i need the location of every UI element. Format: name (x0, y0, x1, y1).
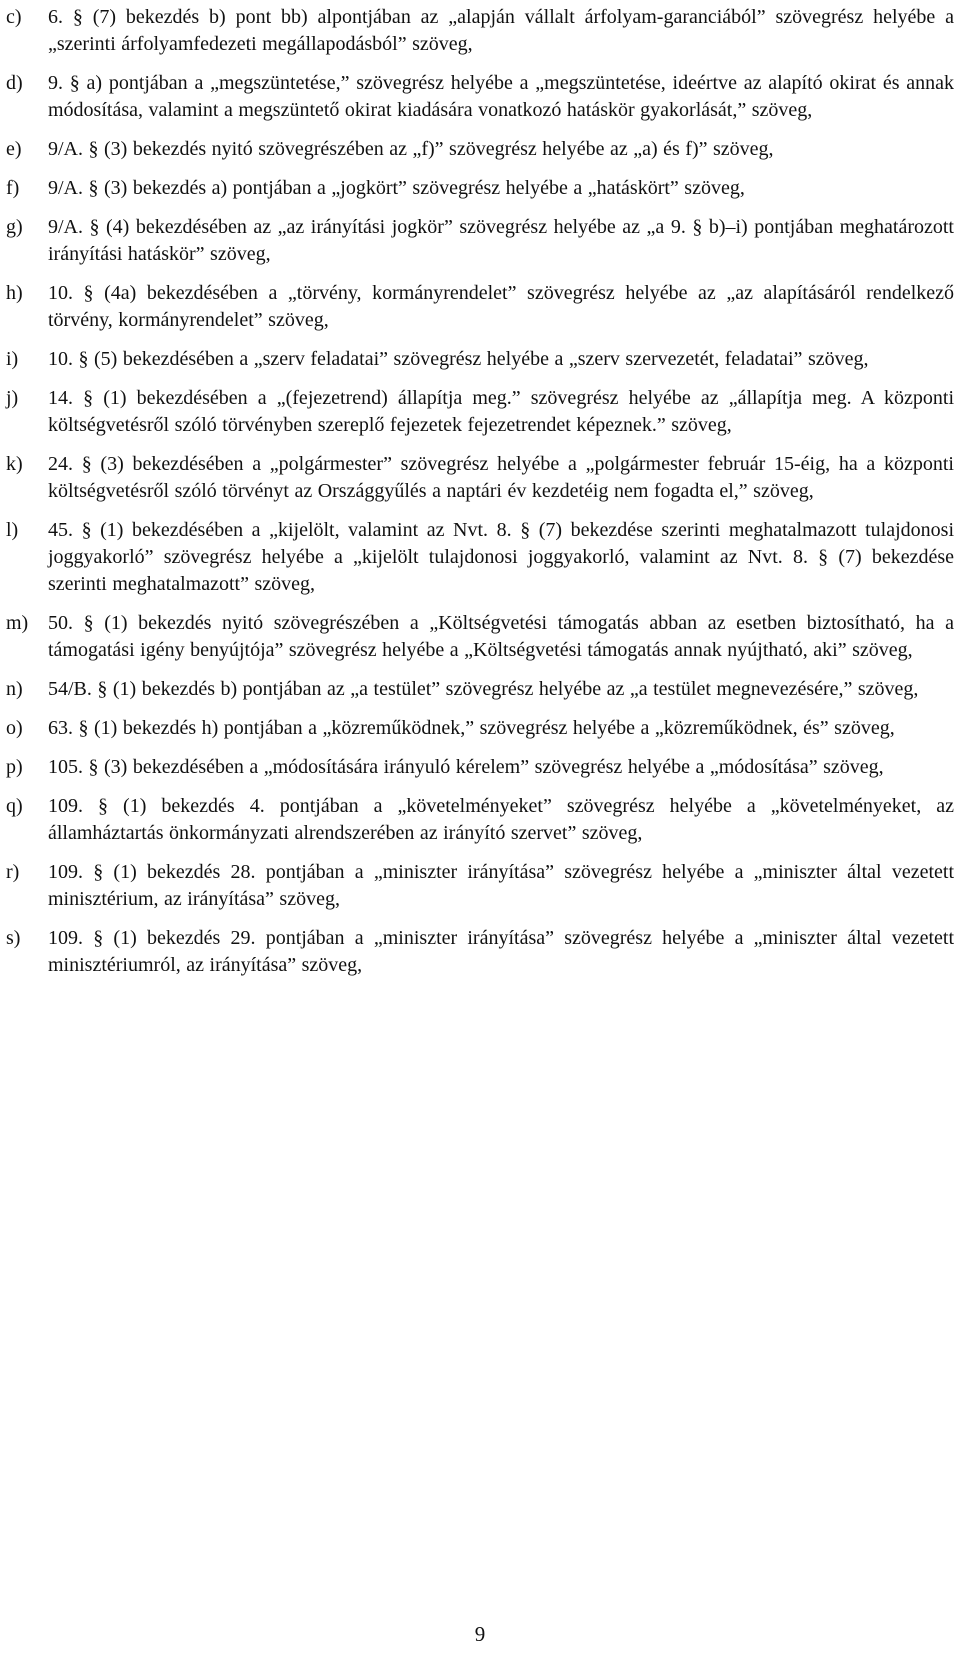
list-item (6, 451, 954, 505)
list-item (6, 214, 954, 268)
list-item-text: 50. § (1) bekezdés nyitó szövegrészében a „Költségvetési támogatás abban az esetben biztosítható, ha a támogatási igény benyújtója” szövegrész helyébe a „Költségvetési támogatás annak nyújtható, aki” szöveg, (48, 612, 954, 661)
list-item (6, 517, 954, 598)
list-item-marker: f) (6, 177, 20, 199)
list-item-text: 109. § (1) bekezdés 29. pontjában a „miniszter irányítása” szövegrész helyébe a „miniszter által vezetett minisztériumról, az irányítása” szöveg, (48, 927, 954, 976)
list-item-marker: p) (6, 756, 23, 778)
list-item-text: 109. § (1) bekezdés 28. pontjában a „miniszter irányítása” szövegrész helyébe a „miniszter által vezetett minisztérium, az irányítása” szöveg, (48, 861, 954, 910)
list-item (6, 4, 954, 58)
list-item-marker: g) (6, 216, 23, 238)
list-item-text: 63. § (1) bekezdés h) pontjában a „közreműködnek,” szövegrész helyébe a „közreműködnek, és” szöveg, (48, 717, 895, 739)
list-item-marker: n) (6, 678, 23, 700)
list-item-marker: s) (6, 927, 21, 949)
page-number: 9 (474, 1622, 486, 1646)
list-item-text: 10. § (5) bekezdésében a „szerv feladatai” szövegrész helyébe a „szerv szervezetét, feladatai” szöveg, (48, 348, 869, 370)
list-item (6, 280, 954, 334)
list-item (6, 859, 954, 913)
list-item-marker: o) (6, 717, 23, 739)
list-item-marker: m) (6, 612, 29, 634)
list-item-marker: h) (6, 282, 23, 304)
document-page (6, 0, 954, 991)
list-item-marker: k) (6, 453, 23, 475)
list-item-marker: q) (6, 795, 23, 817)
list-item (6, 793, 954, 847)
list-item-marker: r) (6, 861, 20, 883)
list-item-marker: c) (6, 6, 22, 28)
list-item (6, 70, 954, 124)
list-item-text: 14. § (1) bekezdésében a „(fejezetrend) állapítja meg.” szövegrész helyébe az „állapítja meg. A központi költségvetésről szóló törvényben szereplő fejezetek fejezetrendet képeznek.” szöveg, (48, 387, 954, 436)
list-item-marker: i) (6, 348, 19, 370)
list-item (6, 754, 954, 781)
list-item-text: 105. § (3) bekezdésében a „módosítására irányuló kérelem” szövegrész helyébe a „módosítása” szöveg, (48, 756, 884, 778)
list-item-text: 54/B. § (1) bekezdés b) pontjában az „a testület” szövegrész helyébe az „a testület megnevezésére,” szöveg, (48, 678, 919, 700)
list-item-marker: j) (6, 387, 19, 409)
list-item-text: 45. § (1) bekezdésében a „kijelölt, valamint az Nvt. 8. § (7) bekezdése szerinti meghatalmazott tulajdonosi joggyakorló” szövegrész helyébe a „kijelölt tulajdonosi joggyakorló, valamint az Nvt. 8. § (7) bekezdése szerinti meghatalmazott” szöveg, (48, 519, 954, 595)
list-item (6, 925, 954, 979)
list-item (6, 136, 954, 163)
list-item-text: 109. § (1) bekezdés 4. pontjában a „követelményeket” szövegrész helyébe a „követelményeket, az államháztartás önkormányzati alrendszerében az irányító szervet” szöveg, (48, 795, 954, 844)
list-item (6, 175, 954, 202)
list-item-marker: d) (6, 72, 23, 94)
list-item-text: 9/A. § (3) bekezdés a) pontjában a „jogkört” szövegrész helyébe a „hatáskört” szöveg, (48, 177, 745, 199)
list-item (6, 346, 954, 373)
list-item (6, 385, 954, 439)
list-item-marker: e) (6, 138, 22, 160)
list-item-text: 10. § (4a) bekezdésében a „törvény, kormányrendelet” szövegrész helyébe az „az alapításáról rendelkező törvény, kormányrendelet” szöveg, (48, 282, 954, 331)
list-item (6, 676, 954, 703)
list-item-text: 6. § (7) bekezdés b) pont bb) alpontjában az „alapján vállalt árfolyam-garanciából” szövegrész helyébe a „szerinti árfolyamfedezeti megállapodásból” szöveg, (48, 6, 954, 55)
list-item (6, 715, 954, 742)
list-item-text: 9. § a) pontjában a „megszüntetése,” szövegrész helyébe a „megszüntetése, ideértve az alapító okirat és annak módosítása, valamint a megszüntető okirat kiadására vonatkozó hatáskör gyakorlását,” szöveg, (48, 72, 954, 121)
list-item-text: 9/A. § (4) bekezdésében az „az irányítási jogkör” szövegrész helyébe az „a 9. § b)–i) pontjában meghatározott irányítási hatáskör” szöveg, (48, 216, 954, 265)
list-item-marker: l) (6, 519, 19, 541)
list-item (6, 610, 954, 664)
list-item-text: 9/A. § (3) bekezdés nyitó szövegrészében az „f)” szövegrész helyébe az „a) és f)” szöveg, (48, 138, 774, 160)
list-item-text: 24. § (3) bekezdésében a „polgármester” szövegrész helyébe a „polgármester február 15-éig, ha a központi költségvetésről szóló törvényt az Országgyűlés a naptári év kezdetéig nem fogadta el,” szöveg, (48, 453, 954, 502)
